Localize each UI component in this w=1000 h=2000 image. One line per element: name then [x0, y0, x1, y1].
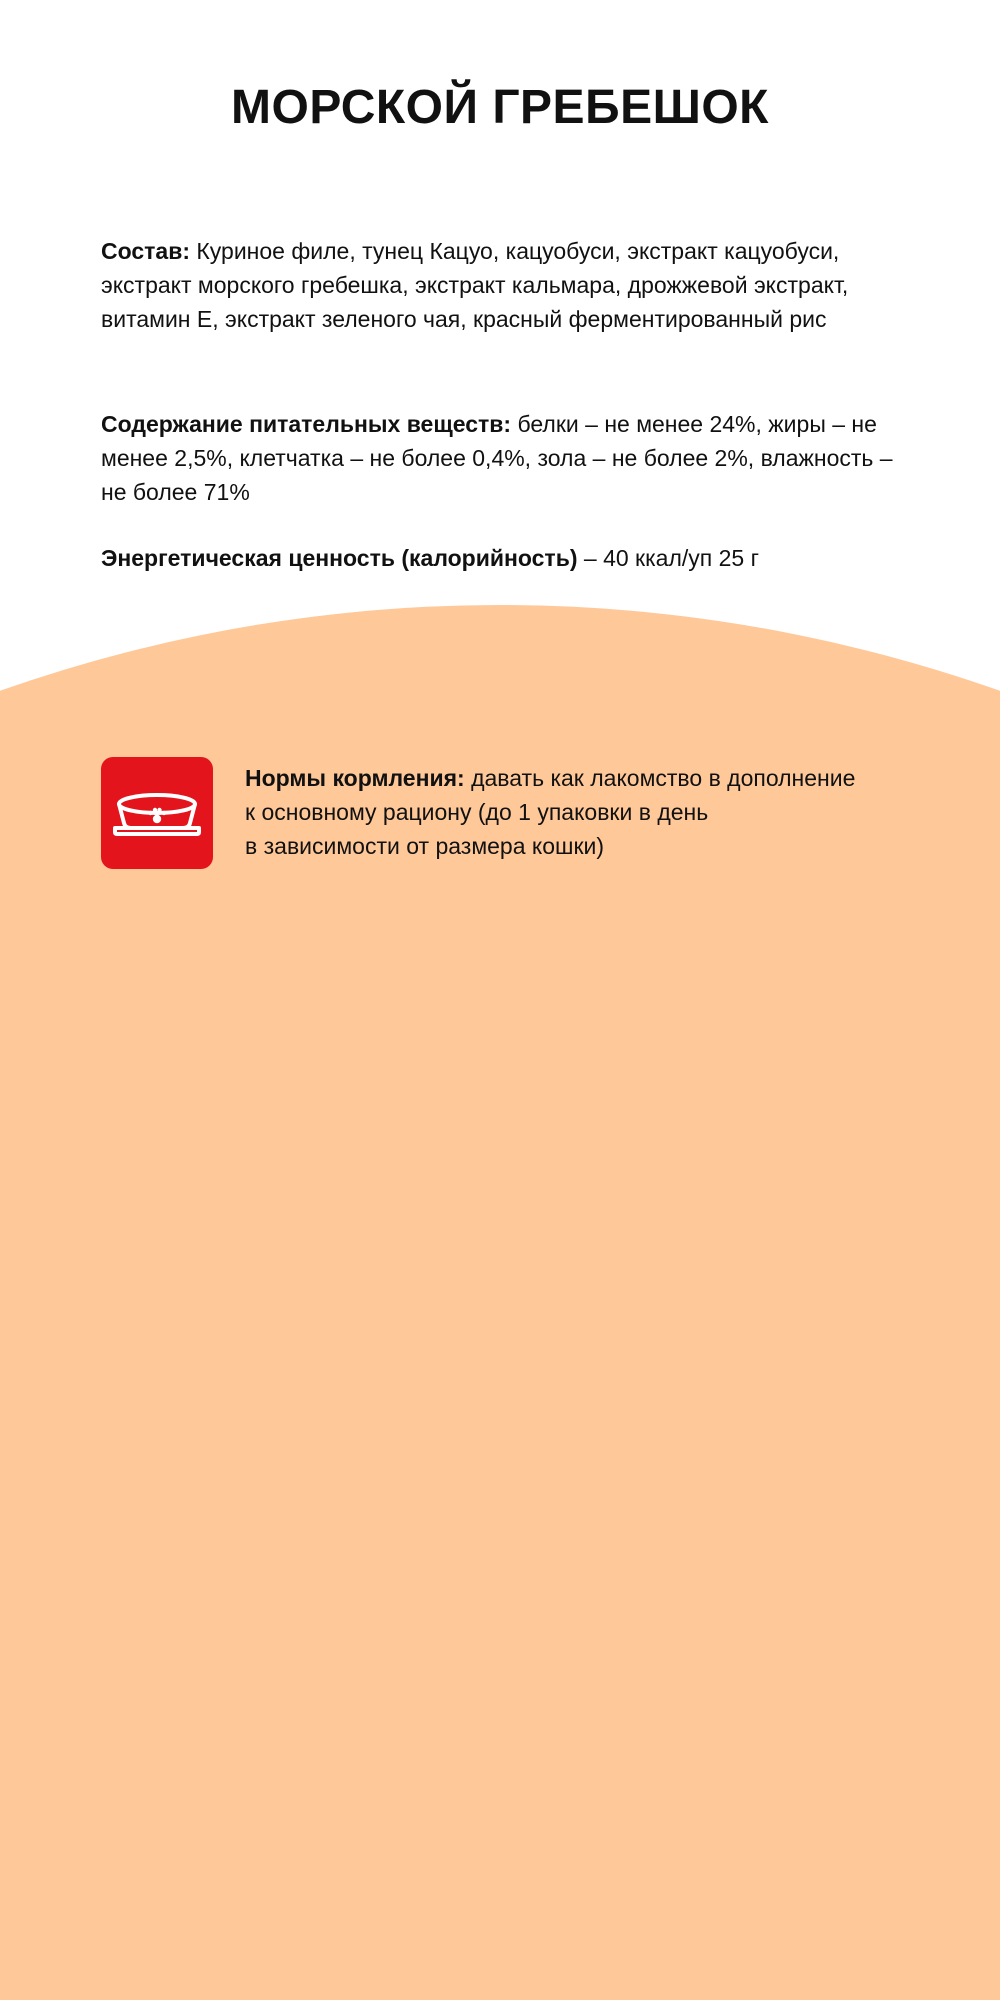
energy-label: Энергетическая ценность (калорийность): [101, 545, 578, 571]
energy-text: – 40 ккал/уп 25 г: [577, 545, 759, 571]
composition-text: Куриное филе, тунец Кацуо, кацуобуси, экстракт кацуобуси, экстракт морского гребешка, экстракт кальмара, дрожжевой экстракт, витамин Е, экстракт зеленого чая, красный ферментированный рис: [101, 238, 849, 332]
feeding-label: Нормы кормления:: [245, 765, 465, 791]
nutrients-text: белки – не менее 24%, жиры – не менее 2,5%, клетчатка – не более 0,4%, зола – не более 2%, влажность – не более 71%: [101, 411, 893, 505]
nutrients-label: Содержание питательных веществ:: [101, 411, 512, 437]
composition-label: Состав:: [101, 238, 191, 264]
feeding-text-line-3: в зависимости от размера кошки): [245, 833, 605, 859]
feeding-text-line-2: к основному рациону (до 1 упаковки в день: [245, 799, 709, 825]
feeding-norms-paragraph: [245, 761, 925, 863]
feeding-text-line-1: давать как лакомство в дополнение: [464, 765, 856, 791]
nutrients-paragraph: [101, 407, 911, 509]
feeding-line-1: [245, 761, 925, 795]
composition-paragraph: [101, 234, 911, 336]
energy-paragraph: [101, 541, 911, 575]
product-title: МОРСКОЙ ГРЕБЕШОК: [231, 81, 769, 134]
pet-bowl-icon: [101, 757, 213, 869]
